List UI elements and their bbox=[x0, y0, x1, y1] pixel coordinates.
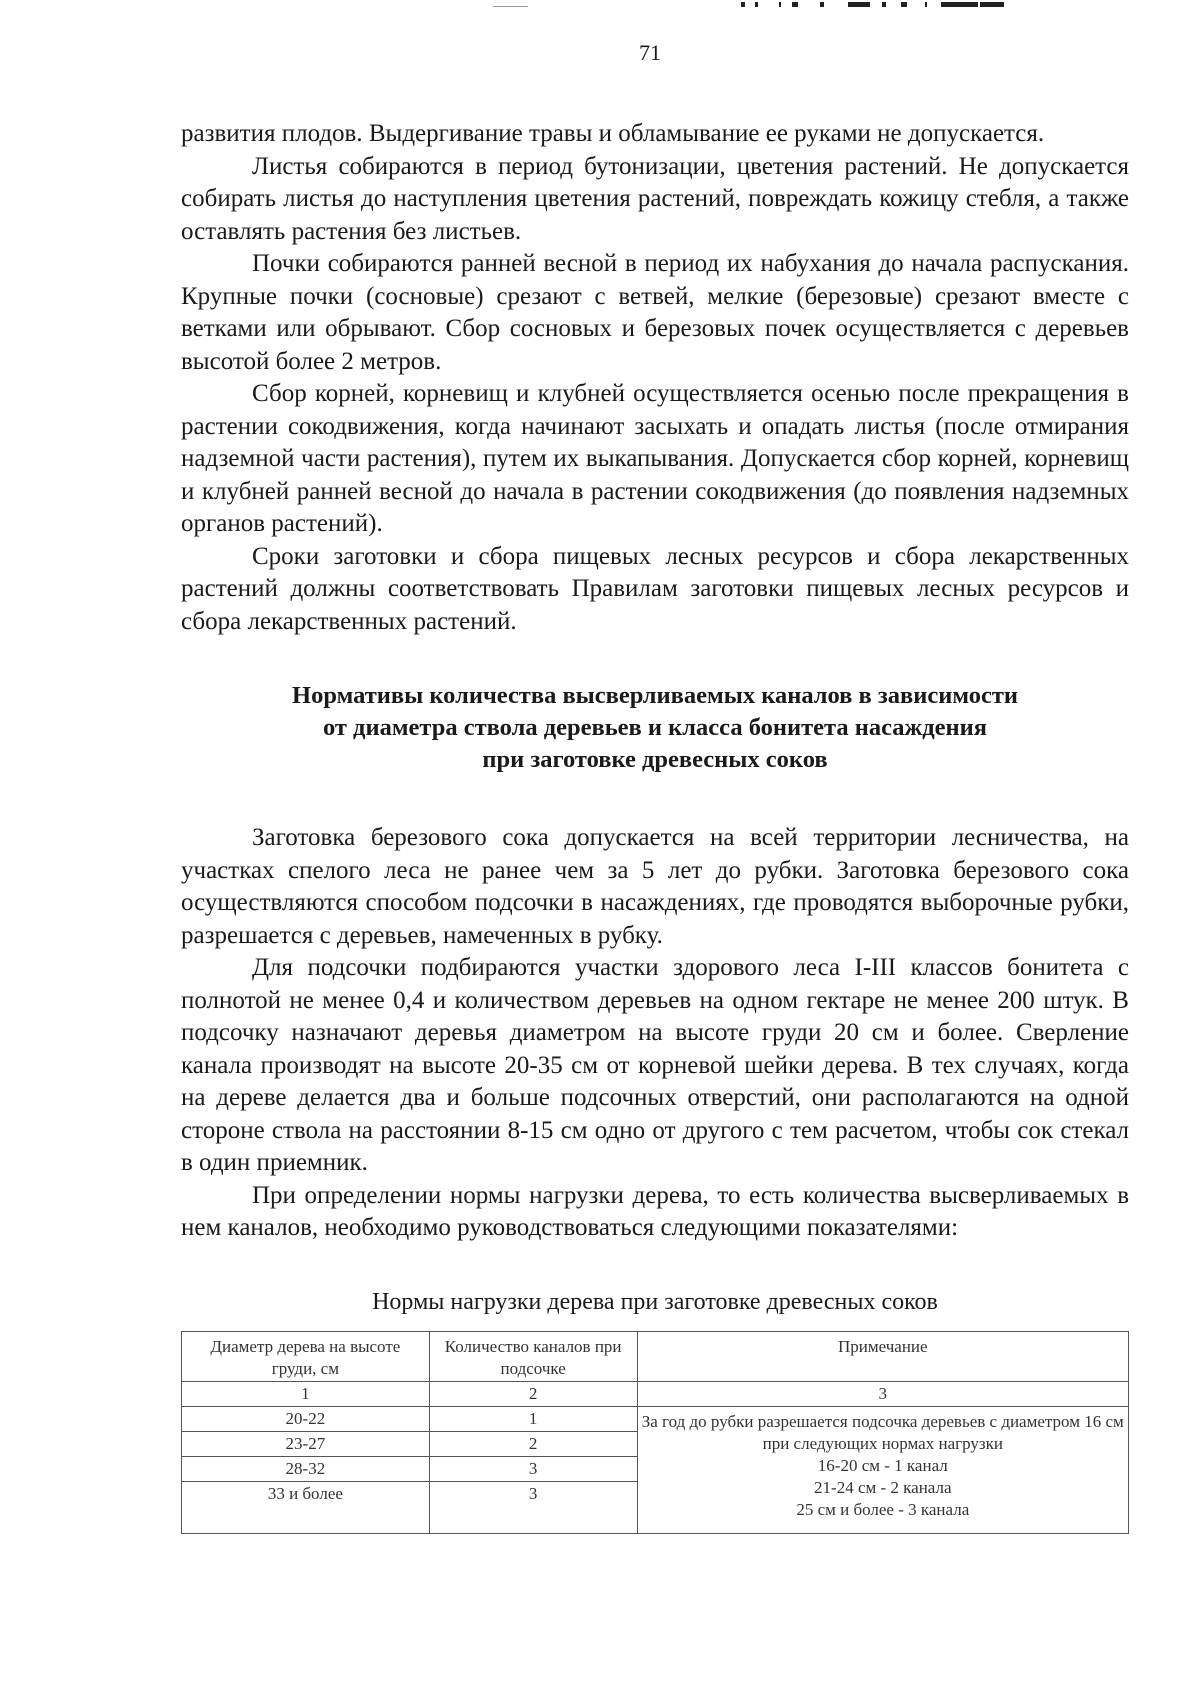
header-diameter: Диаметр дерева на высоте груди, см bbox=[182, 1331, 430, 1381]
cell-diameter: 28-32 bbox=[182, 1456, 430, 1481]
paragraph-tapping-sites: Для подсочки подбираются участки здорового леса I-III классов бонитета с полнотой не менее 0,4 и количеством деревьев на одном гектаре не менее 200 штук. В подсочку назначают деревья диаметром на высоте груди 20 см и более. Сверление канала производят на высоте 20-35 см от корневой шейки дерева. В тех случаях, когда на дереве делается два и больше подсочных отверстий, они располагаются на одной стороне ствола на расстоянии 8-15 см одно от другого с тем расчетом, чтобы сок стекал в один приемник. bbox=[181, 954, 1129, 1176]
paragraph-fruit-harvest: развития плодов. Выдергивание травы и обламывание ее руками не допускается. bbox=[181, 120, 1045, 147]
column-number: 1 bbox=[182, 1381, 430, 1406]
cell-channels: 3 bbox=[429, 1456, 637, 1481]
header-channels: Количество каналов при подсочке bbox=[429, 1331, 637, 1381]
cell-channels: 2 bbox=[429, 1431, 637, 1456]
paragraph-load-norms: При определении нормы нагрузки дерева, то есть количества высверливаемых в нем каналов, необходимо руководствоваться следующими показателями: bbox=[181, 1181, 1129, 1241]
document-body bbox=[181, 118, 1129, 1534]
paragraph-buds: Почки собираются ранней весной в период их набухания до начала распускания. Крупные почки (сосновые) срезают с ветвей, мелкие (березовые) срезают вместе с ветками или обрывают. Сбор сосновых и березовых почек осуществляется с деревьев высотой более 2 метров. bbox=[181, 250, 1129, 375]
scan-artifact-marks bbox=[800, 0, 1100, 10]
section-heading-line-3: при заготовке древесных соков bbox=[482, 746, 828, 773]
paragraph-birch-sap: Заготовка березового сока допускается на всей территории лесничества, на участках спелого леса не ранее чем за 5 лет до рубки. Заготовка березового сока осуществляются способом подсочки в насаждениях, где проводятся выборочные рубки, разрешается с деревьев, намеченных в рубку. bbox=[181, 824, 1129, 949]
paragraph-leaves: Листья собираются в период бутонизации, цветения растений. Не допускается собирать листья до наступления цветения растений, повреждать кожицу стебля, а также оставлять растения без листьев. bbox=[181, 152, 1129, 245]
cell-diameter: 23-27 bbox=[182, 1431, 430, 1456]
sap-load-norms-table bbox=[181, 1331, 1129, 1534]
table-row bbox=[182, 1406, 1129, 1431]
cell-diameter: 33 и более bbox=[182, 1481, 430, 1533]
section-heading bbox=[181, 680, 1129, 776]
column-number: 2 bbox=[429, 1381, 637, 1406]
scan-top-line bbox=[493, 6, 528, 7]
table-header-row bbox=[182, 1331, 1129, 1381]
paragraph-harvest-terms: Сроки заготовки и сбора пищевых лесных ресурсов и сбора лекарственных растений должны соответствовать Правилам заготовки пищевых лесных ресурсов и сбора лекарственных растений. bbox=[181, 542, 1129, 635]
note-line: 21-24 см - 2 канала bbox=[814, 1477, 952, 1497]
cell-note bbox=[637, 1406, 1128, 1533]
paragraph-roots: Сбор корней, корневищ и клубней осуществляется осенью после прекращения в растении сокодвижения, когда начинают засыхать и опадать листья (после отмирания надземной части растения), путем их выкапывания. Допускается сбор корней, корневищ и клубней ранней весной до начала в растении сокодвижения (до появления надземных органов растений). bbox=[181, 380, 1129, 537]
note-line: За год до рубки разрешается подсочка деревьев с диаметром 16 см при следующих нормах нагрузки bbox=[641, 1411, 1124, 1453]
cell-diameter: 20-22 bbox=[182, 1406, 430, 1431]
note-line: 16-20 см - 1 канал bbox=[817, 1455, 948, 1475]
section-heading-line-1: Нормативы количества высверливаемых каналов в зависимости bbox=[292, 682, 1018, 709]
column-number: 3 bbox=[637, 1381, 1128, 1406]
header-note: Примечание bbox=[637, 1331, 1128, 1381]
table-caption: Нормы нагрузки дерева при заготовке древесных соков bbox=[372, 1288, 938, 1315]
section-heading-line-2: от диаметра ствола деревьев и класса бонитета насаждения bbox=[322, 714, 988, 741]
cell-channels: 3 bbox=[429, 1481, 637, 1533]
note-line: 25 см и более - 3 канала bbox=[796, 1499, 970, 1519]
table-numbering-row bbox=[182, 1381, 1129, 1406]
page-number: 71 bbox=[639, 40, 661, 65]
cell-channels: 1 bbox=[429, 1406, 637, 1431]
